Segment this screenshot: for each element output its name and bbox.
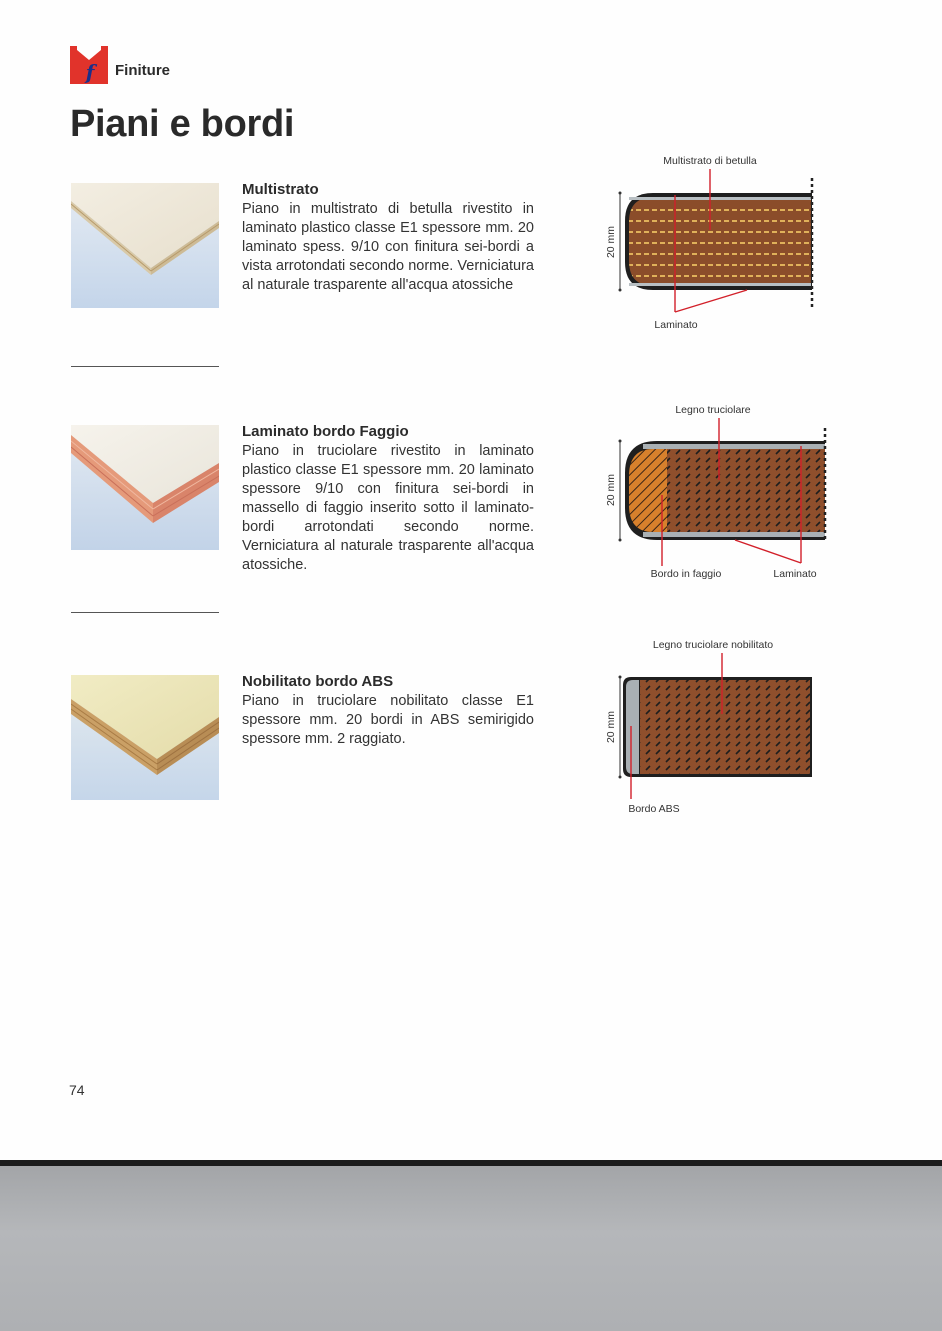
diagram-bottom-label: Laminato (654, 319, 698, 331)
laminato-faggio-sample-image (71, 425, 219, 550)
logo-letter: f (85, 60, 95, 84)
thickness-label: 20 mm (605, 473, 617, 507)
brand-logo-icon (70, 46, 108, 84)
diagram-bottom-right-label: Laminato (773, 568, 817, 580)
diagram-bottom-left-label: Bordo in faggio (650, 568, 722, 580)
section-divider (71, 612, 219, 613)
thickness-label: 20 mm (605, 710, 617, 744)
diagram-bottom-label: Bordo ABS (628, 803, 680, 815)
item-title: Multistrato (242, 181, 319, 198)
laminato-faggio-cross-section-diagram (595, 400, 835, 585)
page-number: 74 (69, 1082, 85, 1098)
item-description: Piano in truciolare nobilitato classe E1 spessore mm. 20 bordi in ABS semirigido spessore mm. 2 raggiato. (242, 693, 534, 747)
thickness-label: 20 mm (605, 225, 617, 259)
page-title: Piani e bordi (70, 103, 295, 145)
nobilitato-abs-cross-section-diagram (595, 636, 825, 821)
diagram-top-label: Legno truciolare nobilitato (652, 639, 774, 651)
scanner-backdrop (0, 1166, 942, 1331)
multistrato-sample-image (71, 183, 219, 308)
section-label: Finiture (115, 62, 170, 79)
item-description: Piano in multistrato di betulla rivestito in laminato plastico classe E1 spessore mm. 20 laminato spess. 9/10 con finitura sei-bordi a vista arrotondati secondo norme. Verniciatura al naturale trasparente all'acqua atossiche (242, 201, 534, 293)
multistrato-cross-section-diagram (595, 150, 825, 335)
section-divider (71, 366, 219, 367)
item-title: Laminato bordo Faggio (242, 423, 409, 440)
diagram-top-label: Legno truciolare (675, 404, 751, 416)
nobilitato-abs-sample-image (71, 675, 219, 800)
item-title: Nobilitato bordo ABS (242, 673, 394, 690)
diagram-top-label: Multistrato di betulla (663, 155, 757, 167)
item-description: Piano in truciolare rivestito in laminato plastico classe E1 spessore mm. 20 laminato spessore 9/10 con finitura sei-bordi in massello di faggio inserito sotto il laminato-bordi arrotondati secondo norme. Verniciatura al naturale trasparente all'acqua atossiche. (242, 443, 534, 573)
